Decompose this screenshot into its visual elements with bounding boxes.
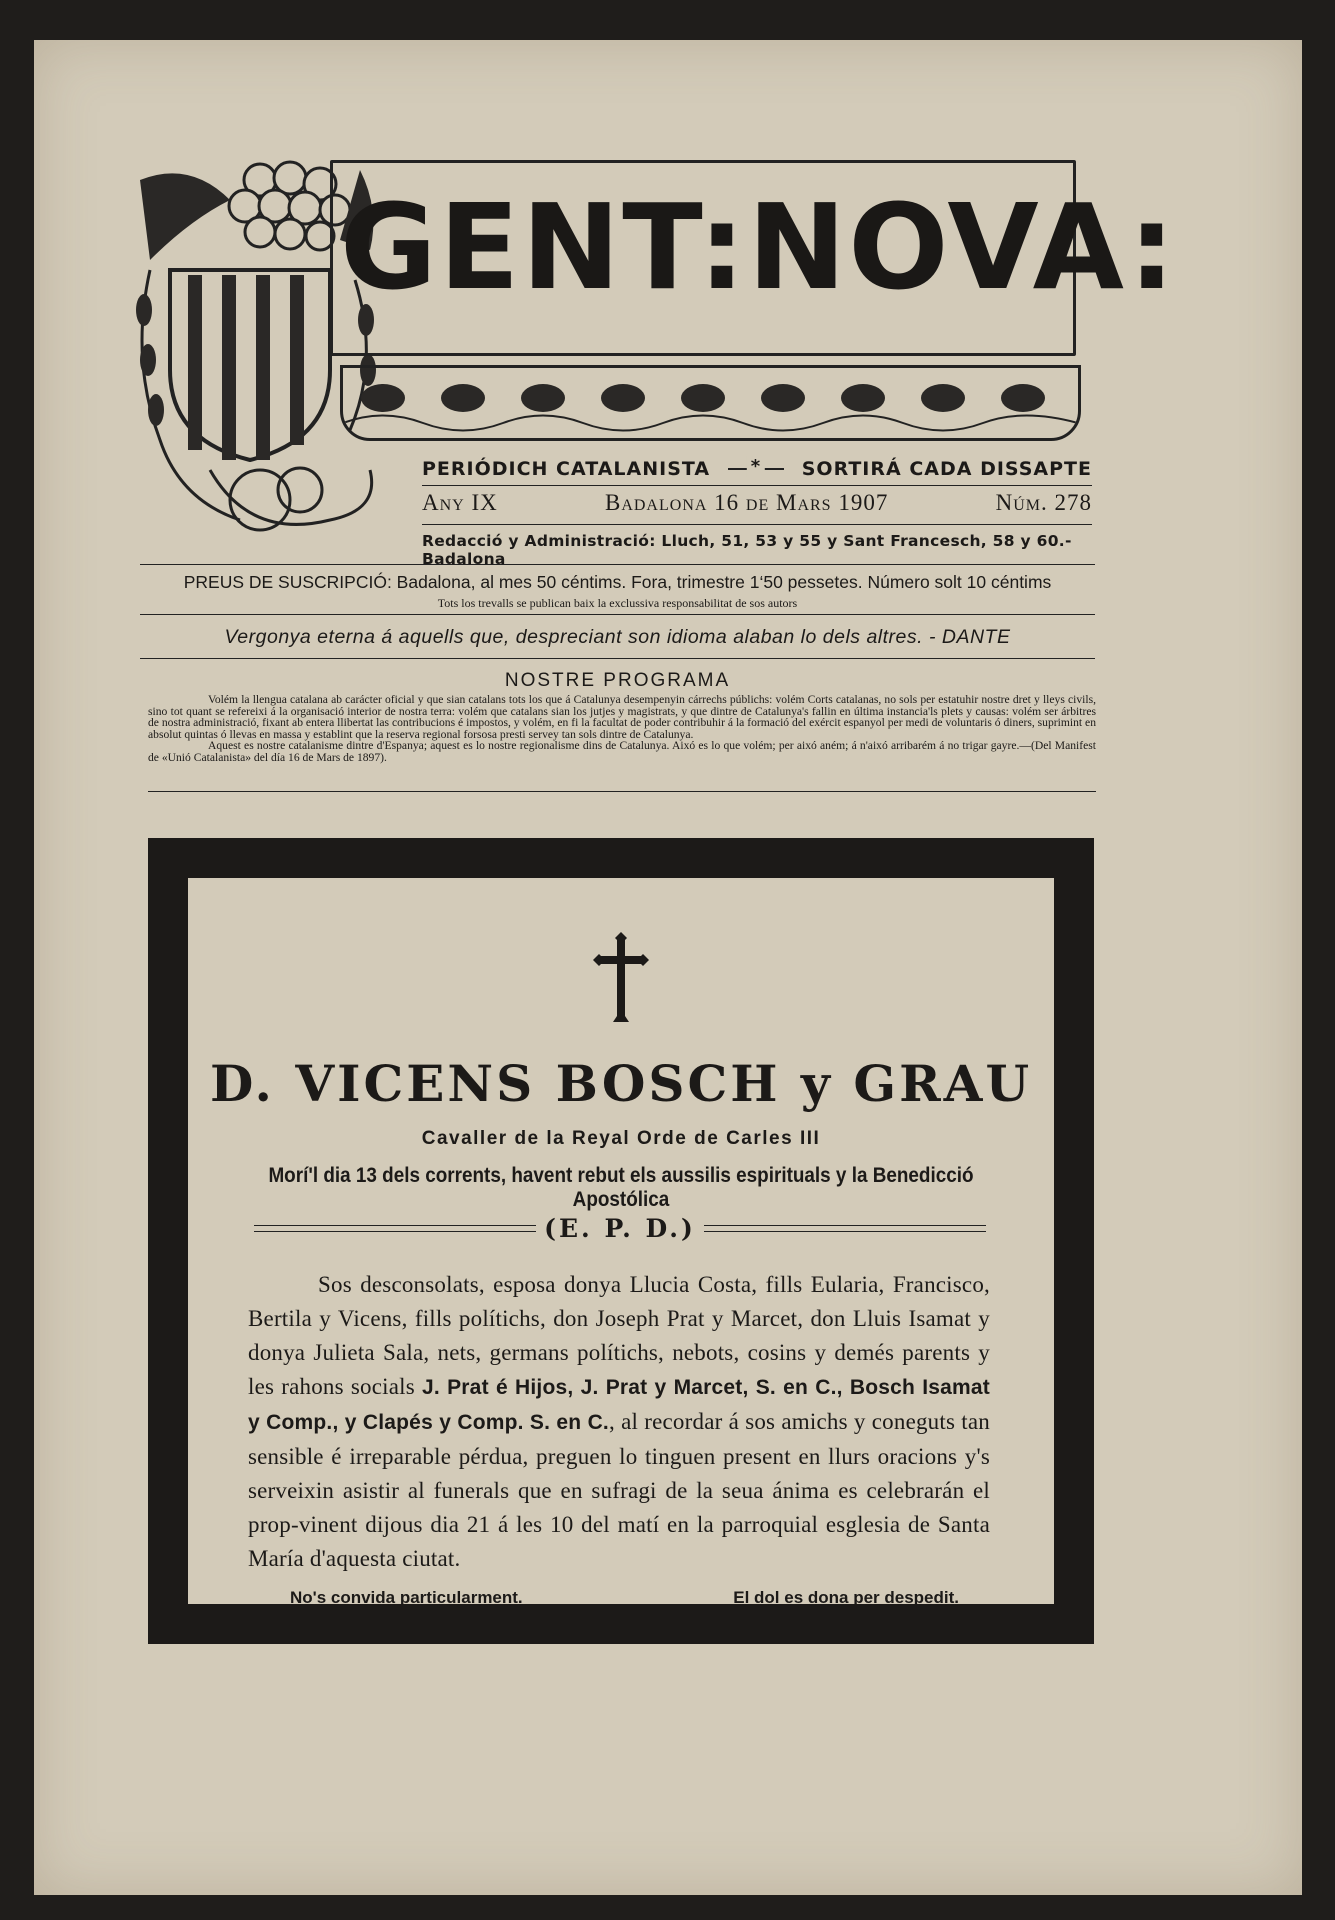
- double-rule: [254, 1225, 536, 1232]
- responsibility-note: Tots los trevalls se publican baix la exclussiva responsabilitat de sos autors: [437, 596, 798, 610]
- subtitle-separator: [728, 456, 784, 477]
- footer-right: El dol es dona per despedit.: [733, 1588, 959, 1607]
- year-label: Any IX: [422, 490, 498, 515]
- programa-paragraph: Volém la llengua catalana ab carácter oficial y que sian catalans tots los que á Catalunya desempenyin cárrechs públichs: volém Corts catalanas, no sols per estatuhir nostre dret y lleys civils, sino tot quant se refereixi á la organisació interior de nostra terra: volém que catalans sian los jutjes y magistrats, y que dintre de Catalunya's fallin en última instancia'ls plets y causas: volém ser árbitres de nostra administració, fixant ab entera llibertat las contribucions é impostos, y volém, en fi la facultat de poder contribuhir á la formació del exércit espanyol per medi de voluntaris ó diners, suprimint en absolut quintas ó llevas en massa y establint que la reserva regional forsosa presti servey tan sols dintre de Catalunya.: [148, 693, 1096, 741]
- obituary-body: [248, 1268, 990, 1576]
- programa-paragraph: Aquest es nostre catalanisme dintre d'Espanya; aquest es lo nostre regionalisme dins de Catalunya. Aixó es lo que volém; per aixó aném; á n'aixó arribarém á no trigar gayre.—(Del Manifest de «Unió Catalanista» del día 16 de Mars de 1897).: [148, 739, 1096, 764]
- programa-text: [148, 694, 1096, 763]
- obituary-notice: [148, 838, 1094, 1644]
- divider: [140, 614, 1095, 615]
- body-firms: J. Prat é Hijos, J. Prat y Marcet, S. en C., Bosch Isamat y Comp., y Clapés y Comp. S. en C.: [248, 1376, 990, 1434]
- cross-icon: [591, 932, 651, 1022]
- divider: [140, 658, 1095, 659]
- divider: [422, 524, 1092, 525]
- epd-label: (E. P. D.): [544, 1214, 696, 1243]
- epd-row: [254, 1214, 986, 1243]
- decorative-frieze: [340, 365, 1081, 441]
- divider: [422, 485, 1092, 486]
- death-notice: Morí'l dia 13 dels corrents, havent rebut els aussilis espirituals y la Benedicció Apostólica: [268, 1164, 974, 1211]
- motto: Vergonya eterna á aquells que, despreciant son idioma alaban lo dels altres. - DANTE: [224, 626, 1011, 648]
- issue-row: [422, 490, 1092, 516]
- body-text: , al recordar á sos amichs y coneguts tan sensible é irreparable pérdua, preguen lo tinguen present en llurs oracions y's serveixin asistir al funerals que en sufragi de la seua ánima es celebrarán el prop-vinent dijous dia 21 á les 10 del matí en la parroquial esglesia de Santa María d'aquesta ciutat.: [248, 1409, 990, 1571]
- deceased-name: D. VICENS BOSCH y GRAU: [209, 1054, 1033, 1113]
- divider: [148, 791, 1096, 792]
- masthead-subtitle-row: [422, 458, 1092, 480]
- newspaper-title: GENT:NOVA:: [340, 178, 1178, 316]
- dateline: Badalona 16 de Mars 1907: [604, 490, 889, 515]
- subtitle-right: SORTIRÁ CADA DISSAPTE: [801, 458, 1092, 480]
- divider: [140, 564, 1095, 565]
- programa-title: NOSTRE PROGRAMA: [504, 670, 731, 691]
- footer-left: No's convida particularment.: [290, 1588, 523, 1607]
- subscription-prices: PREUS DE SUSCRIPCIÓ: Badalona, al mes 50 céntims. Fora, trimestre 1‘50 pessetes. Número solt 10 céntims: [183, 572, 1052, 592]
- honor-title: Cavaller de la Reyal Orde de Carles III: [421, 1128, 821, 1149]
- star-icon: *: [747, 456, 765, 477]
- issue-number: Núm. 278: [995, 490, 1092, 515]
- double-rule: [704, 1225, 986, 1232]
- body-text: Sos desconsolats, esposa donya Llucia Costa, fills Eularia, Francisco, Bertila y Vicens, fills polítichs, don Joseph Prat y Marcet, don Lluis Isamat y donya Julieta Sala, nets, germans polítichs, nebots, cosins y demés parents y les rahons socials: [248, 1272, 990, 1399]
- subtitle-left: PERIÓDICH CATALANISTA: [422, 458, 711, 480]
- address-line: Redacció y Administració: Lluch, 51, 53 y 55 y Sant Francesch, 58 y 60.-Badalona: [422, 532, 1072, 568]
